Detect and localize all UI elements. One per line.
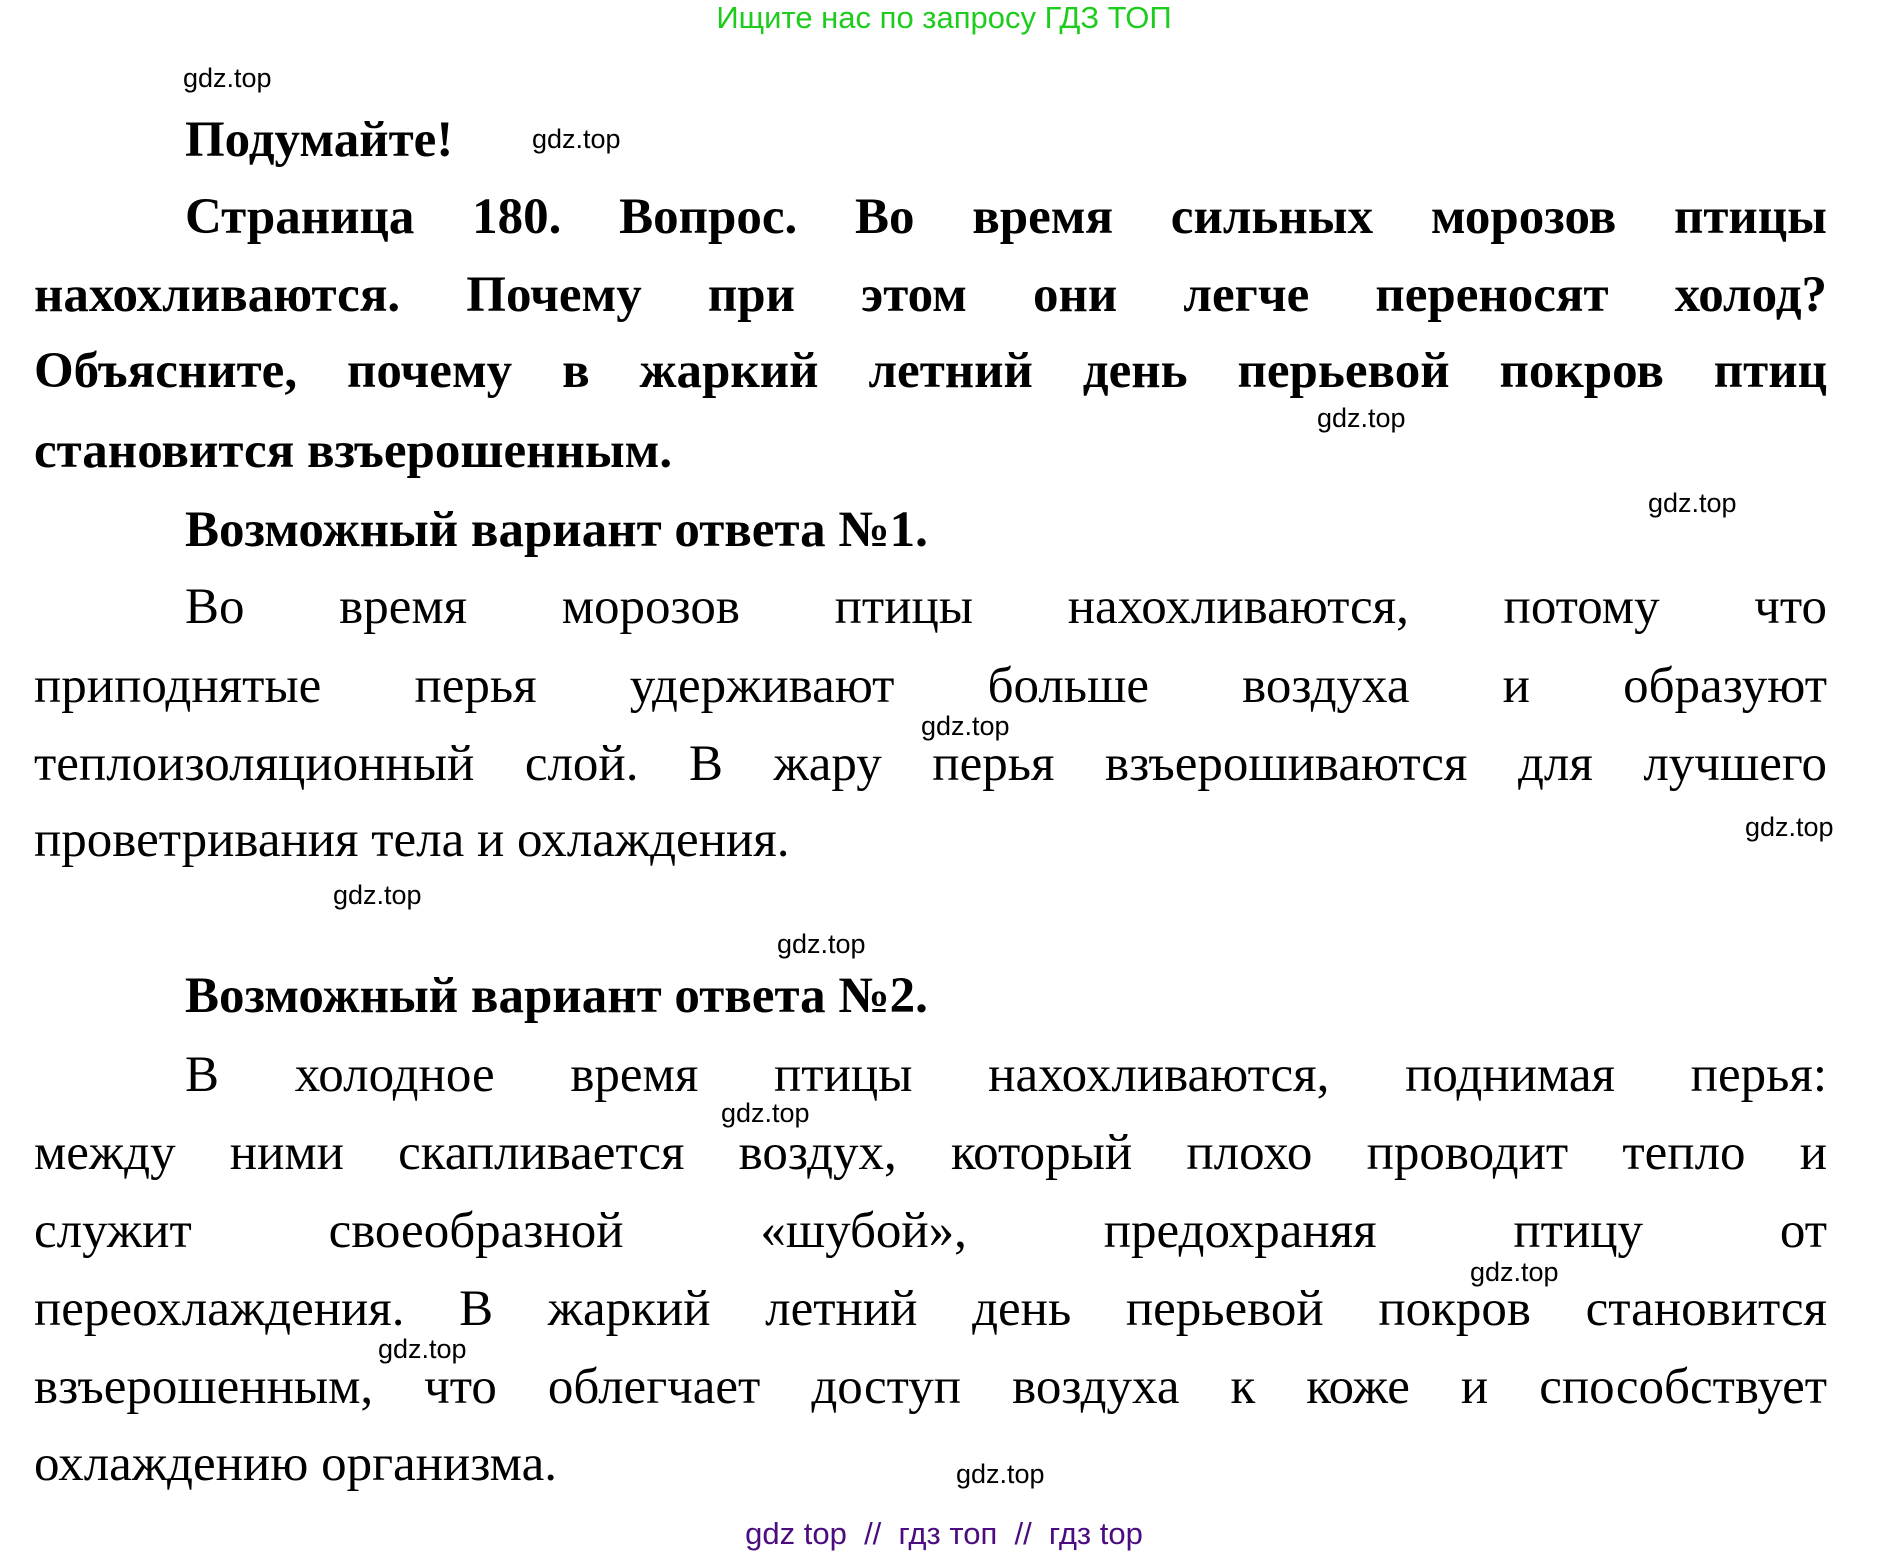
answer2-line: В холодное время птицы нахохливаются, поднимая перья:: [185, 1047, 1827, 1103]
answer2-heading: Возможный вариант ответа №2.: [185, 968, 928, 1024]
answer2-line: охлаждению организма.: [34, 1436, 557, 1492]
answer1-line: приподнятые перья удерживают больше воздуха и образуют: [34, 658, 1827, 714]
answer1-heading: Возможный вариант ответа №1.: [185, 502, 928, 558]
answer2-line: переохлаждения. В жаркий летний день перьевой покров становится: [34, 1281, 1827, 1337]
answer1-line: теплоизоляционный слой. В жару перья взъерошиваются для лучшего: [34, 736, 1827, 792]
question-line: становится взъерошенным.: [34, 423, 673, 479]
watermark: gdz.top: [183, 63, 272, 93]
watermark: gdz.top: [378, 1334, 467, 1364]
search-banner: Ищите нас по запросу ГДЗ ТОП: [716, 0, 1172, 35]
watermark: gdz.top: [1317, 403, 1406, 433]
question-line: нахохливаются. Почему при этом они легче переносят холод?: [34, 267, 1827, 323]
watermark: gdz.top: [1745, 812, 1834, 842]
footer-banner: gdz top // гдз топ // гдз top: [745, 1516, 1143, 1551]
answer2-line: между ними скапливается воздух, который плохо проводит тепло и: [34, 1125, 1827, 1181]
question-line: Страница 180. Вопрос. Во время сильных морозов птицы: [185, 189, 1827, 245]
watermark: gdz.top: [921, 711, 1010, 741]
answer1-line: проветривания тела и охлаждения.: [34, 812, 790, 868]
watermark: gdz.top: [333, 880, 422, 910]
watermark: gdz.top: [721, 1098, 810, 1128]
watermark: gdz.top: [956, 1459, 1045, 1489]
answer1-line: Во время морозов птицы нахохливаются, потому что: [185, 579, 1827, 635]
answer2-line: служит своеобразной «шубой», предохраняя птицу от: [34, 1203, 1827, 1259]
watermark: gdz.top: [777, 929, 866, 959]
think-heading: Подумайте!: [185, 112, 454, 168]
watermark: gdz.top: [1648, 488, 1737, 518]
watermark: gdz.top: [532, 124, 621, 154]
watermark: gdz.top: [1470, 1257, 1559, 1287]
question-line: Объясните, почему в жаркий летний день перьевой покров птиц: [34, 343, 1827, 399]
answer2-line: взъерошенным, что облегчает доступ воздуха к коже и способствует: [34, 1359, 1827, 1415]
